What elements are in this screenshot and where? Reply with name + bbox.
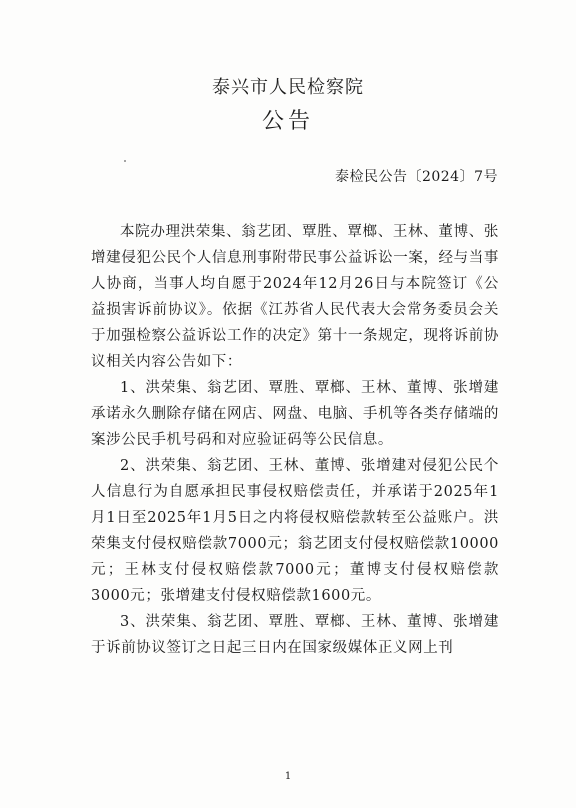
- paragraph-item-2: 2、洪荣集、翁艺团、王林、董博、张增建对侵犯公民个人信息行为自愿承担民事侵权赔偿责任，并承诺于2025年1月1日至2025年1月5日之内将侵权赔偿款转至公益账户。洪荣集支付侵权赔偿款7000元；翁艺团支付侵权赔偿款10000元；王林支付侵权赔偿款7000元；董博支付侵权赔偿款3000元；张增建支付侵权赔偿款1600元。: [91, 458, 499, 604]
- document-number: 泰检民公告〔2024〕7号: [334, 169, 498, 185]
- organization-name: 泰兴市人民检察院: [212, 77, 364, 98]
- scan-speck: [124, 160, 126, 162]
- document-body: [91, 219, 499, 661]
- document-title: 公告: [261, 109, 314, 134]
- paragraph-item-1: 1、洪荣集、翁艺团、覃胜、覃榔、王林、董博、张增建承诺永久删除存储在网店、网盘、电脑、手机等各类存储端的案涉公民手机号码和对应验证码等公民信息。: [91, 380, 499, 448]
- paragraph-item-3: 3、洪荣集、翁艺团、覃胜、覃榔、王林、董博、张增建于诉前协议签订之日起三日内在国家级媒体正义网上刊: [91, 614, 499, 656]
- paragraph-intro: 本院办理洪荣集、翁艺团、覃胜、覃榔、王林、董博、张增建侵犯公民个人信息刑事附带民事公益诉讼一案，经与当事人协商，当事人均自愿于2024年12月26日与本院签订《公益损害诉前协议》。依据《江苏省人民代表大会常务委员会关于加强检察公益诉讼工作的决定》第十一条规定，现将诉前协议相关内容公告如下：: [91, 224, 499, 370]
- page-number: 1: [284, 771, 292, 782]
